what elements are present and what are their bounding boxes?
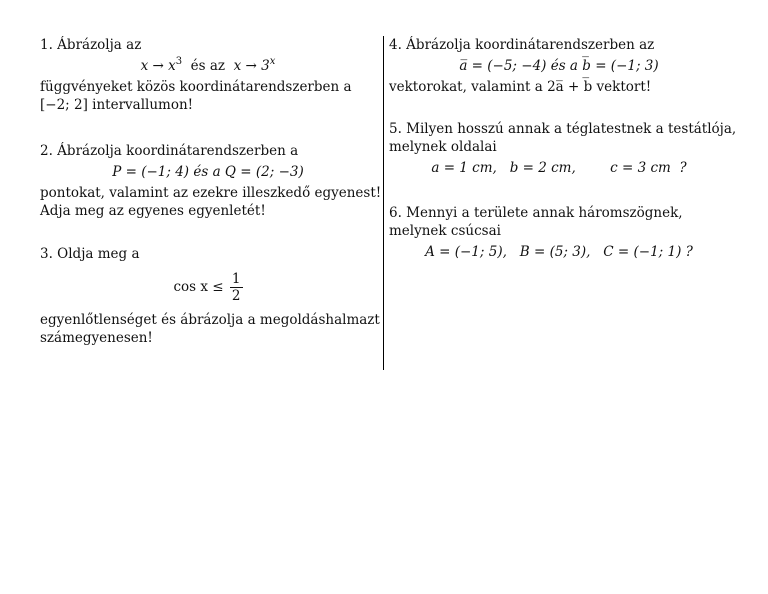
fraction-numerator: 1: [231, 271, 241, 287]
function-b-exponent: x: [269, 56, 276, 67]
problem-3-body-1: egyenlőtlenséget és ábrázolja a megoldáshalmazt: [40, 312, 380, 328]
problem-4: [389, 36, 729, 96]
problem-5: [389, 120, 737, 180]
function-a-exponent: 3: [175, 56, 183, 67]
problem-2-body-1: pontokat, valamint az ezekre illeszkedő egyenest!: [40, 185, 382, 201]
problem-6: [389, 204, 729, 264]
problem-5-sides: a = 1 cm, b = 2 cm, c = 3 cm ?: [431, 160, 687, 176]
problem-1: [40, 36, 376, 114]
problem-1-functions: [40, 54, 376, 78]
problem-3-body-2: számegyenesen!: [40, 330, 153, 346]
inequality-lhs: cos x ≤: [173, 279, 224, 295]
problem-2-body-2: Adja meg az egyenes egyenletét!: [40, 203, 266, 219]
problem-5-heading-2: melynek oldalai: [389, 139, 497, 155]
problem-2: [40, 142, 382, 220]
function-b: x → 3: [233, 58, 270, 74]
problem-1-body-2: [−2; 2] intervallumon!: [40, 97, 194, 113]
problem-2-points: P = (−1; 4) és a Q = (2; −3): [112, 164, 304, 180]
problem-1-heading: 1. Ábrázolja az: [40, 37, 142, 53]
problem-5-heading-1: 5. Milyen hosszú annak a téglatestnek a testátlója,: [389, 121, 737, 137]
left-column: [40, 36, 382, 347]
function-a: x → x: [140, 58, 176, 74]
fraction-denominator: 2: [231, 288, 241, 304]
problem-3: [40, 245, 380, 347]
problem-6-heading-2: melynek csúcsai: [389, 223, 501, 239]
problem-6-heading-1: 6. Mennyi a területe annak háromszögnek,: [389, 205, 683, 221]
fraction-one-half: [230, 271, 243, 304]
column-divider: [383, 36, 384, 370]
problem-4-body: vektorokat, valamint a 2a̅ + b̅ vektort!: [389, 79, 652, 95]
problem-1-body-1: függvényeket közös koordinátarendszerben a: [40, 79, 352, 95]
problem-3-heading: 3. Oldja meg a: [40, 246, 140, 262]
problem-4-vectors: a̅ = (−5; −4) és a b̅ = (−1; 3): [459, 58, 659, 74]
problem-3-inequality: [40, 267, 376, 307]
problem-2-heading: 2. Ábrázolja koordinátarendszerben a: [40, 143, 299, 159]
problem-4-heading: 4. Ábrázolja koordinátarendszerben az: [389, 37, 655, 53]
function-join: és az: [182, 58, 234, 74]
right-column: [389, 36, 737, 264]
problem-6-vertices: A = (−1; 5), B = (5; 3), C = (−1; 1) ?: [425, 244, 693, 260]
